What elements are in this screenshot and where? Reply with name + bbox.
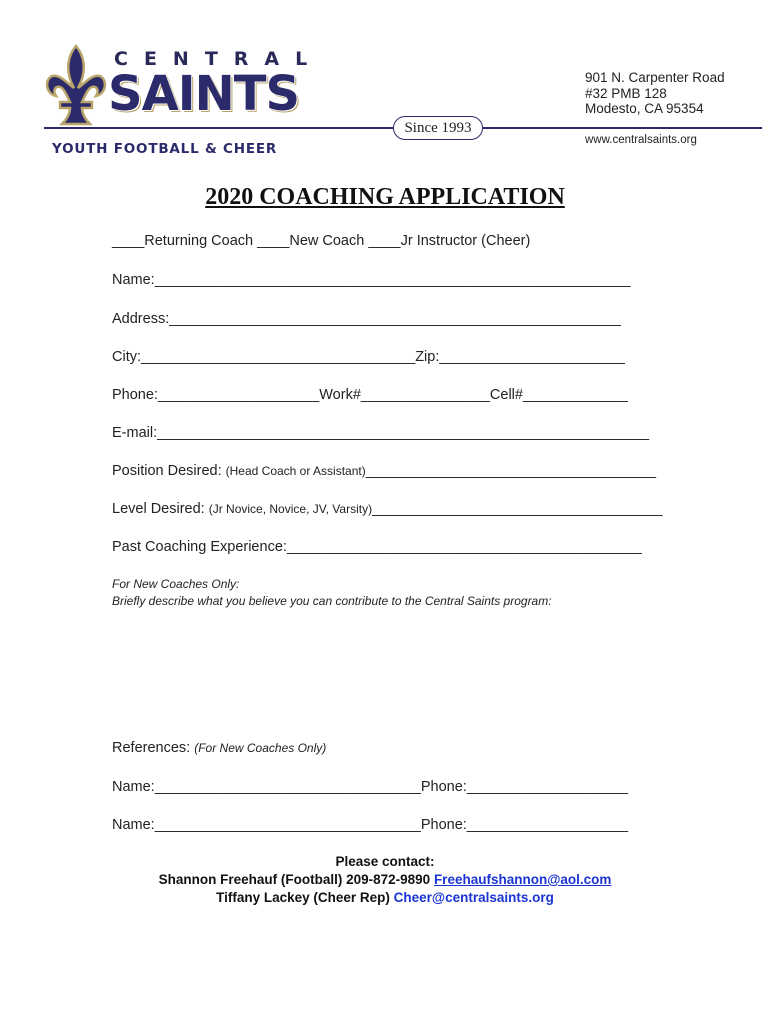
contribution-prompt: Briefly describe what you believe you can contribute to the Central Saints program:: [112, 594, 552, 608]
reference-row-2: [112, 817, 628, 833]
cell-field[interactable]: Cell#_____________: [489, 387, 628, 403]
contact-heading: Please contact:: [335, 854, 435, 869]
since-badge: Since 1993: [393, 116, 483, 140]
position-hint: (Head Coach or Assistant): [225, 464, 366, 478]
email-field[interactable]: E-mail:_____________________________________________________________: [112, 425, 650, 441]
position-label: Position Desired:: [112, 463, 226, 479]
references-hint: (For New Coaches Only): [194, 741, 327, 755]
football-email-link[interactable]: Freehaufshannon@aol.com: [433, 872, 612, 887]
role-selection-line[interactable]: ____Returning Coach ____New Coach ____Jr Instructor (Cheer): [112, 233, 531, 249]
reference-phone-field-1[interactable]: Phone:____________________: [420, 779, 629, 795]
address-line-2: #32 PMB 128: [585, 85, 667, 101]
address-line-1: 901 N. Carpenter Road: [585, 70, 725, 85]
city-field[interactable]: City:__________________________________: [112, 349, 416, 365]
contact-football: [0, 872, 770, 887]
name-field[interactable]: Name:___________________________________________________________: [112, 272, 631, 288]
experience-row: [112, 539, 642, 555]
experience-field[interactable]: ____________________________________________: [286, 539, 642, 555]
level-label: Level Desired:: [112, 501, 209, 517]
brand-tagline: YOUTH FOOTBALL & CHEER: [52, 141, 278, 157]
city-zip-row: [112, 349, 625, 365]
page-title: 2020 COACHING APPLICATION: [205, 184, 565, 210]
new-coaches-note: For New Coaches Only:: [112, 577, 240, 591]
phone-field[interactable]: Phone:____________________: [112, 387, 320, 403]
level-row: [112, 501, 662, 517]
address-field[interactable]: Address:________________________________________________________: [112, 311, 621, 327]
zip-field[interactable]: Zip:_______________________: [415, 349, 625, 365]
work-field[interactable]: Work#________________: [319, 387, 490, 403]
reference-name-field-1[interactable]: Name:_________________________________: [112, 779, 421, 795]
level-field[interactable]: ____________________________________: [372, 501, 663, 517]
brand-top-text: CENTRAL: [114, 48, 324, 70]
reference-row-1: [112, 779, 628, 795]
reference-phone-field-2[interactable]: Phone:____________________: [420, 817, 629, 833]
football-contact-text: Shannon Freehauf (Football) 209-872-9890: [158, 872, 434, 887]
experience-label: Past Coaching Experience:: [112, 539, 287, 555]
brand-main-text: SAINTS: [108, 66, 300, 122]
position-row: [112, 463, 656, 479]
level-hint: (Jr Novice, Novice, JV, Varsity): [208, 502, 373, 516]
fleur-de-lis-icon: [44, 44, 108, 128]
mailing-address: [585, 70, 725, 117]
website-text: www.centralsaints.org: [585, 134, 697, 146]
cheer-contact-text: Tiffany Lackey (Cheer Rep): [216, 890, 394, 905]
reference-name-field-2[interactable]: Name:_________________________________: [112, 817, 421, 833]
central-saints-logo: [44, 44, 324, 156]
cheer-email-link[interactable]: Cheer@centralsaints.org: [393, 890, 554, 905]
phone-row: [112, 387, 628, 403]
contact-cheer: [0, 890, 770, 905]
references-heading: [112, 740, 326, 756]
position-field[interactable]: ____________________________________: [365, 463, 657, 479]
address-line-3: Modesto, CA 95354: [585, 101, 704, 116]
references-label: References:: [112, 740, 195, 756]
